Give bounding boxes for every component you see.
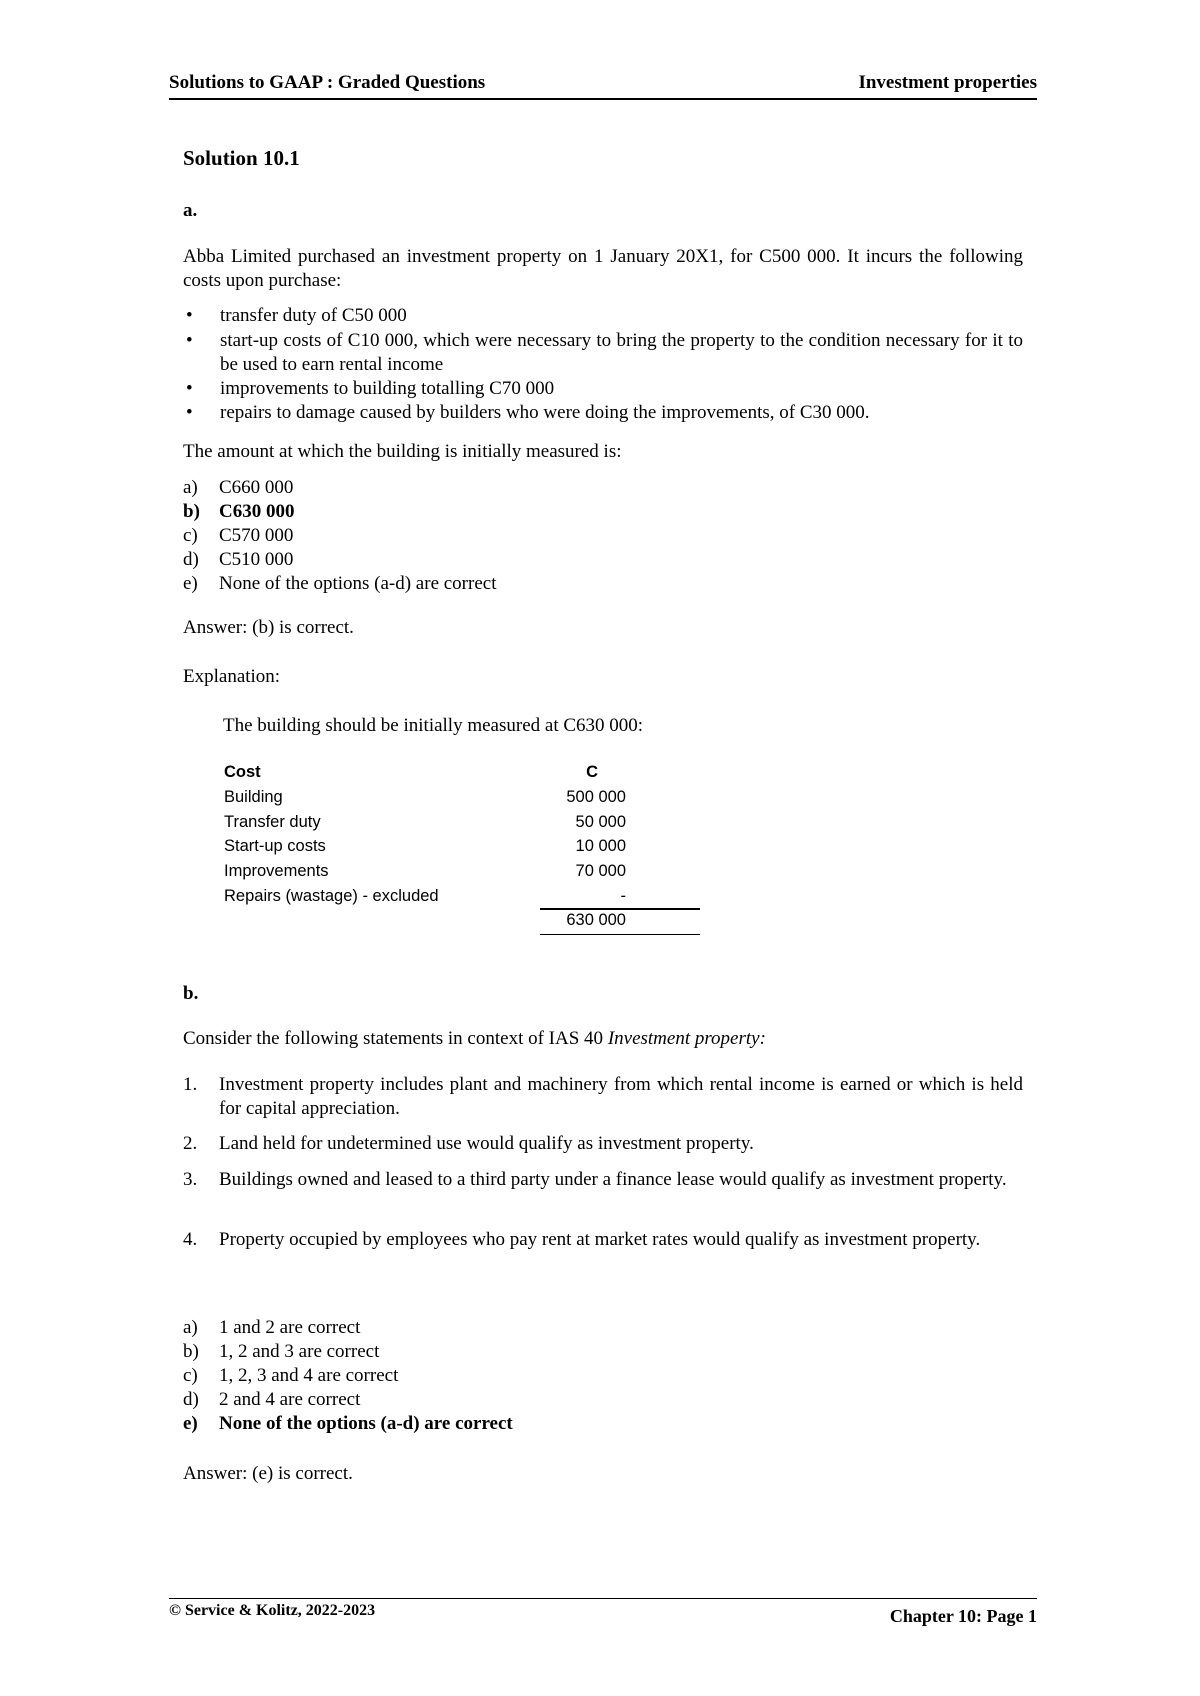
table-row-value: 70 000 [575,862,626,880]
page-footer [169,1602,1037,1630]
bullet-text: repairs to damage caused by builders who were doing the improvements, of C30 000. [220,402,870,423]
solution-title: Solution 10.1 [183,146,300,170]
table-row-value: 500 000 [566,788,626,806]
table-row-label: Start-up costs [224,837,326,855]
table-row-label: Improvements [224,862,329,880]
option-key: a) [183,477,198,498]
table-row-value: 10 000 [575,837,626,855]
part-a-answer: Answer: (b) is correct. [183,617,354,638]
option-text: C570 000 [219,525,294,546]
option-text: C630 000 [219,501,295,522]
statement-text: Investment property includes plant and machinery from which rental income is earned or which is held for capital appreciation. [219,1074,1023,1119]
header-chapter-title: Investment properties [858,72,1037,93]
option-text: C660 000 [219,477,294,498]
bullet-icon: • [186,305,193,326]
statement-text: Property occupied by employees who pay rent at market rates would qualify as investment property. [219,1229,981,1250]
option-key: c) [183,525,198,546]
option-key: c) [183,1365,198,1386]
subtotal-rule [540,908,700,910]
part-b-intro-text: Consider the following statements in context of IAS 40 [183,1028,608,1049]
explanation-text: The building should be initially measured at C630 000: [223,715,644,736]
part-b-answer: Answer: (e) is correct. [183,1463,353,1484]
part-a-question: The amount at which the building is initially measured is: [183,441,622,462]
table-header-label: Cost [224,763,261,781]
part-b-intro-standard: Investment property: [607,1028,766,1049]
bullet-icon: • [186,378,193,399]
option-text: 1, 2 and 3 are correct [219,1341,380,1362]
bullet-text: transfer duty of C50 000 [220,305,407,326]
table-total-value: 630 000 [566,911,626,929]
footer-copyright: © Service & Kolitz, 2022-2023 [169,1602,376,1619]
option-text: 1 and 2 are correct [219,1317,361,1338]
statement-text: Land held for undetermined use would qualify as investment property. [219,1133,754,1154]
option-text: 2 and 4 are correct [219,1389,361,1410]
total-rule [540,934,700,935]
option-key: d) [183,549,199,570]
option-key: e) [183,1413,198,1434]
table-row-value: - [620,887,626,905]
option-text: C510 000 [219,549,294,570]
bullet-text: improvements to building totalling C70 000 [220,378,555,399]
part-a-intro: Abba Limited purchased an investment property on 1 January 20X1, for C500 000. It incurs the following costs upon purchase: [183,246,1023,291]
statement-number: 2. [183,1133,198,1154]
table-header-value: C [586,763,598,781]
table-row-label: Repairs (wastage) - excluded [224,887,439,905]
part-b-label: b. [183,983,199,1004]
statement-number: 1. [183,1074,198,1095]
option-key: b) [183,501,200,522]
footer-rule [169,1598,1037,1599]
option-text: None of the options (a-d) are correct [219,1413,513,1434]
page-header [169,70,1037,100]
table-row-label: Building [224,788,283,806]
option-key: b) [183,1341,199,1362]
footer-page-number: Chapter 10: Page 1 [889,1606,1037,1626]
header-book-title: Solutions to GAAP : Graded Questions [169,72,486,93]
option-key: a) [183,1317,198,1338]
option-key: d) [183,1389,199,1410]
table-row-value: 50 000 [575,813,626,831]
bullet-icon: • [186,402,193,423]
option-text: 1, 2, 3 and 4 are correct [219,1365,399,1386]
statement-number: 3. [183,1169,198,1190]
explanation-label: Explanation: [183,666,281,687]
option-text: None of the options (a-d) are correct [219,573,497,594]
bullet-text: start-up costs of C10 000, which were necessary to bring the property to the condition necessary for it to be used to earn rental income [220,330,1023,375]
cost-table [224,763,660,933]
table-row-label: Transfer duty [224,813,321,831]
part-a-label: a. [183,200,198,221]
option-key: e) [183,573,198,594]
statement-number: 4. [183,1229,198,1250]
bullet-icon: • [186,330,193,351]
statement-text: Buildings owned and leased to a third party under a finance lease would qualify as investment property. [219,1169,1007,1190]
part-b-intro [183,1027,1023,1051]
